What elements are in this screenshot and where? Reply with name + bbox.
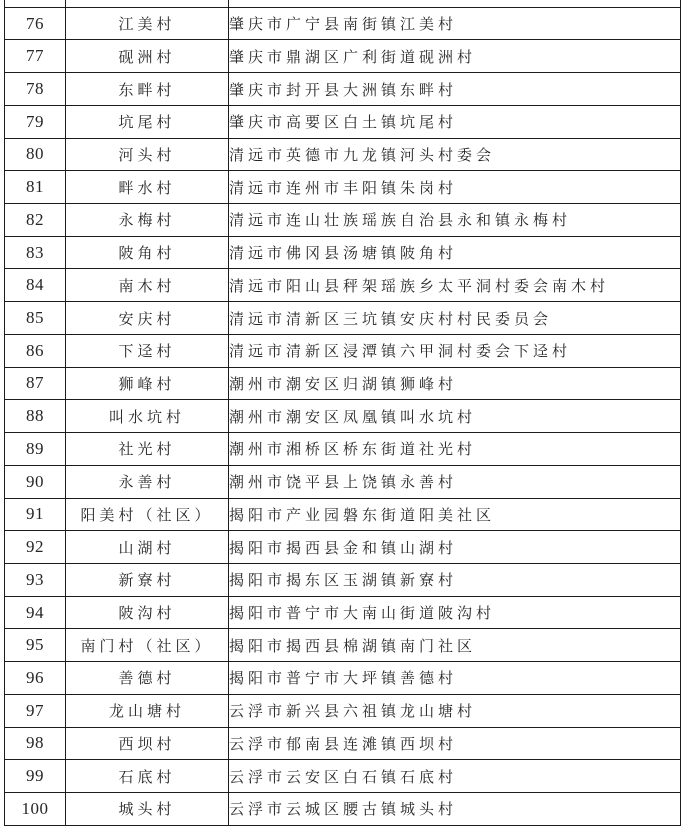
village-name-cell: 江美村 <box>66 7 229 40</box>
table-row <box>5 465 681 498</box>
village-name-cell: 西坝村 <box>66 727 229 760</box>
village-address-cell: 揭阳市普宁市大南山街道陂沟村 <box>229 596 681 629</box>
village-name-cell: 永善村 <box>66 465 229 498</box>
village-name-cell: 山湖村 <box>66 531 229 564</box>
table-row <box>5 40 681 73</box>
village-address-cell <box>229 0 681 7</box>
row-number-cell: 98 <box>5 727 66 760</box>
row-number-cell: 91 <box>5 498 66 531</box>
village-name-cell: 南木村 <box>66 269 229 302</box>
village-address-cell: 揭阳市揭西县金和镇山湖村 <box>229 531 681 564</box>
table-row <box>5 531 681 564</box>
village-name-cell: 陂角村 <box>66 236 229 269</box>
village-address-cell: 揭阳市揭西县棉湖镇南门社区 <box>229 629 681 662</box>
village-address-cell: 云浮市云城区腰古镇城头村 <box>229 792 681 825</box>
table-row <box>5 236 681 269</box>
table-row <box>5 596 681 629</box>
village-table-body <box>5 0 681 825</box>
table-row <box>5 400 681 433</box>
village-address-cell: 肇庆市封开县大洲镇东畔村 <box>229 73 681 106</box>
village-address-cell: 揭阳市揭东区玉湖镇新寮村 <box>229 563 681 596</box>
table-row <box>5 73 681 106</box>
row-number-cell: 80 <box>5 138 66 171</box>
row-number-cell: 99 <box>5 760 66 793</box>
row-number-cell: 92 <box>5 531 66 564</box>
row-number-cell: 97 <box>5 694 66 727</box>
table-row <box>5 302 681 335</box>
village-name-cell: 阳美村（社区） <box>66 498 229 531</box>
village-name-cell: 南门村（社区） <box>66 629 229 662</box>
table-row <box>5 269 681 302</box>
row-number-cell: 100 <box>5 792 66 825</box>
table-row <box>5 563 681 596</box>
village-address-cell: 云浮市云安区白石镇石底村 <box>229 760 681 793</box>
village-name-cell: 狮峰村 <box>66 367 229 400</box>
table-row <box>5 694 681 727</box>
village-name-cell: 河头村 <box>66 138 229 171</box>
village-address-cell: 清远市佛冈县汤塘镇陂角村 <box>229 236 681 269</box>
village-name-cell: 砚洲村 <box>66 40 229 73</box>
table-row <box>5 498 681 531</box>
row-number-cell: 78 <box>5 73 66 106</box>
row-number-cell: 90 <box>5 465 66 498</box>
table-row <box>5 629 681 662</box>
table-row <box>5 367 681 400</box>
village-name-cell: 石底村 <box>66 760 229 793</box>
village-name-cell: 畔水村 <box>66 171 229 204</box>
table-row <box>5 105 681 138</box>
village-address-cell: 潮州市饶平县上饶镇永善村 <box>229 465 681 498</box>
table-row <box>5 792 681 825</box>
row-number-cell: 82 <box>5 204 66 237</box>
table-row <box>5 433 681 466</box>
village-name-cell: 下迳村 <box>66 334 229 367</box>
row-number-cell: 93 <box>5 563 66 596</box>
row-number-cell <box>5 0 66 7</box>
village-address-cell: 清远市连山壮族瑶族自治县永和镇永梅村 <box>229 204 681 237</box>
table-row <box>5 171 681 204</box>
row-number-cell: 88 <box>5 400 66 433</box>
village-address-cell: 清远市阳山县秤架瑶族乡太平洞村委会南木村 <box>229 269 681 302</box>
village-address-cell: 潮州市潮安区凤凰镇叫水坑村 <box>229 400 681 433</box>
village-address-cell: 云浮市郁南县连滩镇西坝村 <box>229 727 681 760</box>
row-number-cell: 83 <box>5 236 66 269</box>
village-address-cell: 揭阳市普宁市大坪镇善德村 <box>229 662 681 695</box>
row-number-cell: 95 <box>5 629 66 662</box>
village-name-cell: 善德村 <box>66 662 229 695</box>
village-address-cell: 清远市英德市九龙镇河头村委会 <box>229 138 681 171</box>
table-row <box>5 662 681 695</box>
clipped-row-above <box>5 0 681 7</box>
row-number-cell: 84 <box>5 269 66 302</box>
row-number-cell: 77 <box>5 40 66 73</box>
village-address-cell: 清远市清新区浸潭镇六甲洞村委会下迳村 <box>229 334 681 367</box>
village-name-cell: 东畔村 <box>66 73 229 106</box>
table-row <box>5 760 681 793</box>
village-name-cell: 永梅村 <box>66 204 229 237</box>
table-row <box>5 138 681 171</box>
village-list-table <box>4 0 681 826</box>
village-name-cell: 安庆村 <box>66 302 229 335</box>
village-address-cell: 肇庆市广宁县南街镇江美村 <box>229 7 681 40</box>
table-row <box>5 334 681 367</box>
village-name-cell: 坑尾村 <box>66 105 229 138</box>
village-address-cell: 揭阳市产业园磐东街道阳美社区 <box>229 498 681 531</box>
row-number-cell: 94 <box>5 596 66 629</box>
table-row <box>5 727 681 760</box>
table-row <box>5 7 681 40</box>
village-address-cell: 清远市清新区三坑镇安庆村村民委员会 <box>229 302 681 335</box>
row-number-cell: 79 <box>5 105 66 138</box>
row-number-cell: 87 <box>5 367 66 400</box>
village-address-cell: 潮州市潮安区归湖镇狮峰村 <box>229 367 681 400</box>
row-number-cell: 89 <box>5 433 66 466</box>
row-number-cell: 76 <box>5 7 66 40</box>
row-number-cell: 86 <box>5 334 66 367</box>
village-name-cell: 龙山塘村 <box>66 694 229 727</box>
village-address-cell: 肇庆市高要区白土镇坑尾村 <box>229 105 681 138</box>
village-name-cell: 叫水坑村 <box>66 400 229 433</box>
village-name-cell: 陂沟村 <box>66 596 229 629</box>
row-number-cell: 85 <box>5 302 66 335</box>
row-number-cell: 81 <box>5 171 66 204</box>
village-name-cell: 城头村 <box>66 792 229 825</box>
village-address-cell: 肇庆市鼎湖区广利街道砚洲村 <box>229 40 681 73</box>
village-name-cell: 社光村 <box>66 433 229 466</box>
village-address-cell: 云浮市新兴县六祖镇龙山塘村 <box>229 694 681 727</box>
village-name-cell <box>66 0 229 7</box>
village-name-cell: 新寮村 <box>66 563 229 596</box>
village-address-cell: 清远市连州市丰阳镇朱岗村 <box>229 171 681 204</box>
village-address-cell: 潮州市湘桥区桥东街道社光村 <box>229 433 681 466</box>
table-row <box>5 204 681 237</box>
row-number-cell: 96 <box>5 662 66 695</box>
